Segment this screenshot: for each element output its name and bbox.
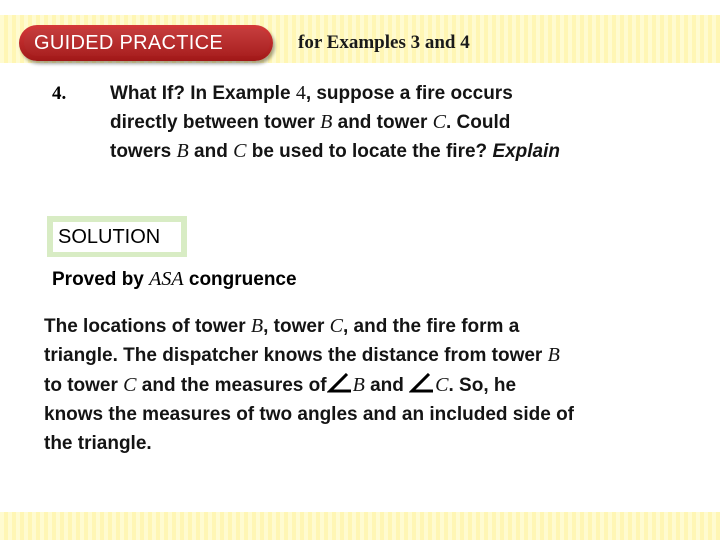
exercise-number: 4. bbox=[52, 83, 67, 104]
paragraph-line-1 bbox=[44, 312, 720, 341]
paragraph-line-4: knows the measures of two angles and an included side of bbox=[44, 403, 574, 425]
paragraph-line-3 bbox=[44, 371, 720, 400]
paragraph-line-5: the triangle. bbox=[44, 433, 152, 455]
explain-word: Explain bbox=[492, 141, 561, 162]
exercise-question bbox=[110, 79, 710, 166]
text-run: and bbox=[188, 141, 234, 162]
variable-c: C bbox=[233, 140, 247, 162]
solution-label: SOLUTION bbox=[58, 226, 161, 248]
text-run: The locations of tower bbox=[44, 316, 251, 337]
text-run: to tower bbox=[44, 374, 124, 396]
text-run: directly between tower bbox=[110, 112, 321, 133]
text-run: triangle. The dispatcher knows the distance from tower bbox=[44, 345, 548, 367]
proof-statement bbox=[52, 265, 297, 293]
paragraph-line-2 bbox=[44, 341, 720, 370]
text-run: be used to locate the fire? bbox=[246, 141, 493, 162]
variable-c: C bbox=[435, 373, 449, 396]
variable-b: B bbox=[320, 111, 333, 133]
text-run: , suppose a fire occurs bbox=[305, 83, 513, 104]
asa-term: ASA bbox=[149, 268, 184, 290]
solution-paragraph bbox=[44, 312, 720, 458]
angle-icon bbox=[327, 373, 353, 393]
text-run: congruence bbox=[183, 269, 297, 290]
variable-b: B bbox=[352, 373, 365, 396]
variable-c: C bbox=[432, 111, 446, 133]
text-run: . So, he bbox=[448, 374, 517, 396]
text-run: and tower bbox=[332, 112, 433, 133]
angle-icon bbox=[409, 373, 435, 393]
example-number: 4 bbox=[295, 82, 306, 104]
question-line-1 bbox=[110, 79, 710, 108]
text-run: , and the fire form a bbox=[342, 316, 520, 337]
question-line-2 bbox=[110, 108, 710, 137]
text-run: Proved by bbox=[52, 269, 150, 290]
text-run: What If? In Example bbox=[110, 83, 296, 104]
variable-b: B bbox=[250, 315, 264, 337]
text-run: , tower bbox=[263, 316, 330, 337]
footer-band bbox=[0, 512, 720, 540]
variable-c: C bbox=[329, 315, 343, 337]
variable-b: B bbox=[176, 140, 189, 162]
text-run: . Could bbox=[445, 112, 511, 133]
variable-c: C bbox=[123, 373, 137, 396]
examples-subtitle: for Examples 3 and 4 bbox=[298, 32, 470, 53]
variable-b: B bbox=[547, 344, 560, 367]
text-run: and the measures of bbox=[136, 374, 327, 396]
question-line-3 bbox=[110, 137, 710, 166]
guided-practice-label: GUIDED PRACTICE bbox=[34, 32, 223, 54]
text-run: towers bbox=[110, 141, 177, 162]
text-run: and bbox=[364, 374, 410, 396]
